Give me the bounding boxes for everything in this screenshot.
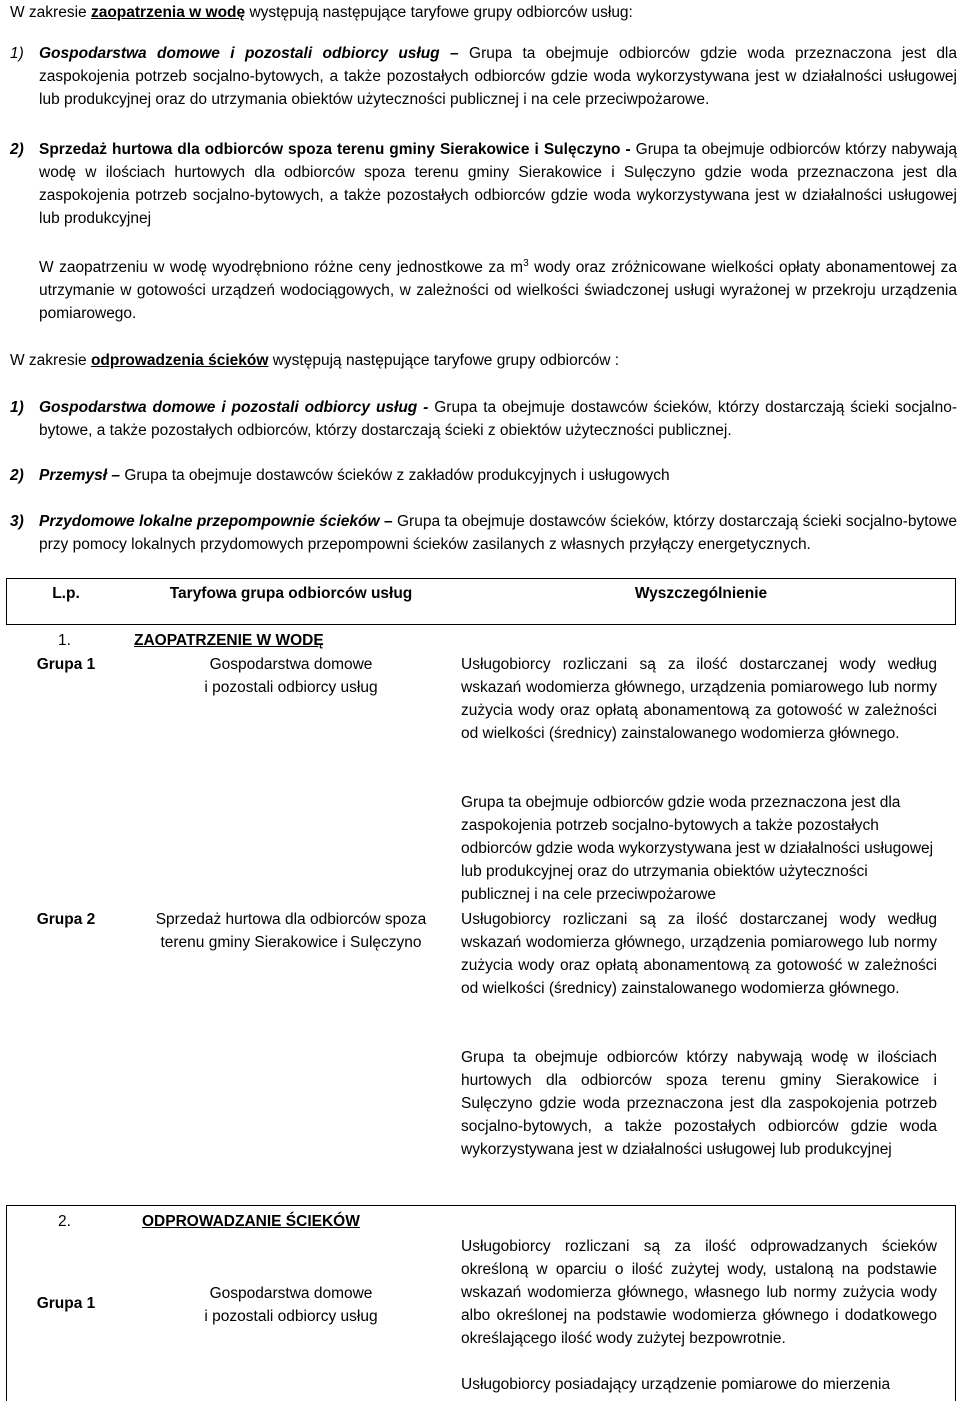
water-intro: [10, 1, 955, 24]
water-group-1-title: Gospodarstwa domowe i pozostali odbiorcy usług: [39, 45, 440, 62]
sewage-intro-highlight: odprowadzenia ścieków: [90, 352, 269, 369]
section1-group1-name-line2: i pozostali odbiorcy usług: [204, 679, 378, 696]
water-group-2-number: 2): [10, 141, 24, 158]
section1-title: ZAOPATRZENIE W WODĘ: [134, 632, 324, 649]
water-group-1-separator: –: [439, 45, 470, 62]
section1-group2-name-line2: terenu gminy Sierakowice i Sulęczyno: [160, 934, 422, 951]
section2-left-border: [6, 1205, 7, 1401]
section1-number: 1.: [58, 632, 71, 649]
sewage-intro-suffix: występują następujące taryfowe grupy odbiorców :: [268, 352, 620, 369]
table-top-border: [6, 578, 956, 579]
section1-group1-label: Grupa 1: [36, 656, 96, 673]
header-lp: L.p.: [52, 585, 80, 602]
sewage-group-1: [10, 396, 957, 442]
table-right-border: [955, 578, 956, 625]
section2-title: ODPROWADZANIE ŚCIEKÓW: [142, 1213, 360, 1230]
section2-number: 2.: [58, 1213, 71, 1230]
water-group-2-separator: -: [620, 141, 636, 158]
section1-group1-name-line1: Gospodarstwa domowe: [209, 656, 373, 673]
section1-group2-label: Grupa 2: [36, 911, 96, 928]
section2-group1-detail1: Usługobiorcy rozliczani są za ilość odprowadzanych ścieków określoną w oparciu o ilość zużytej wody, ustaloną na podstawie wskazań wodomierza głównego, własnego lub normy zużycia wody albo określonej na podstawie wodomierza głównego i dodatkowego określającego ilość wody zużytej bezpowrotnie.: [461, 1238, 937, 1347]
sewage-intro: [10, 349, 955, 372]
sewage-group-2-title: Przemysł: [39, 467, 108, 484]
sewage-group-3-title: Przydomowe lokalne przepompownie ścieków: [39, 513, 380, 530]
water-group-2-title: Sprzedaż hurtowa dla odbiorców spoza terenu gminy Sierakowice i Sulęczyno: [39, 141, 621, 158]
section1-group2-detail2: Grupa ta obejmuje odbiorców którzy nabywają wodę w ilościach hurtowych dla odbiorców spoza terenu gminy Sierakowice i Sulęczyno gdzie woda przeznaczona jest dla zaspokojenia potrzeb socjalno-bytowych, a także pozostałych odbiorców gdzie woda wykorzystywana jest w działalności usługowej lub produkcyjnej: [461, 1049, 937, 1158]
section2-group1-detail2: Usługobiorcy posiadający urządzenie pomiarowe do mierzenia: [461, 1376, 891, 1393]
section1-group2-name-line1: Sprzedaż hurtowa dla odbiorców spoza: [155, 911, 427, 928]
sewage-group-2-text: Grupa ta obejmuje dostawców ścieków z zakładów produkcyjnych i usługowych: [124, 467, 670, 484]
section2-group1-name-line2: i pozostali odbiorcy usług: [204, 1308, 378, 1325]
section2-border: [6, 1205, 956, 1206]
sewage-group-3-number: 3): [10, 513, 24, 530]
sewage-group-1-separator: -: [417, 399, 435, 416]
water-group-2: [10, 138, 957, 230]
section1-group1-name: [136, 653, 446, 699]
section1-group2-name: [136, 908, 446, 954]
section1-group1-detail1: Usługobiorcy rozliczani są za ilość dostarczanej wody według wskazań wodomierza głównego, urządzenia pomiarowego lub normy zużycia wody oraz opłatą abonamentową za gotowość w zależności od wielkości (średnicy) zainstalowanego wodomierza głównego.: [461, 656, 937, 742]
section2-group1-name-line1: Gospodarstwa domowe: [209, 1285, 373, 1302]
water-group-1: [10, 42, 957, 111]
sewage-group-1-text: Grupa ta obejmuje dostawców ścieków, którzy dostarczają ścieki socjalno-bytowe, a także pozostałych odbiorców, którzy dostarczają ścieki z obiektów użyteczności publicznej.: [39, 399, 957, 439]
cubic-superscript: 3: [523, 257, 529, 269]
sewage-intro-prefix: W zakresie: [10, 352, 91, 369]
water-pricing-paragraph: [39, 256, 957, 325]
sewage-group-2-number: 2): [10, 467, 24, 484]
water-intro-highlight: zaopatrzenia w wodę: [90, 4, 246, 21]
sewage-group-1-number: 1): [10, 399, 24, 416]
sewage-group-3-separator: –: [379, 513, 397, 530]
sewage-group-1-title: Gospodarstwa domowe i pozostali odbiorcy usług: [39, 399, 418, 416]
section1-group1-detail2: Grupa ta obejmuje odbiorców gdzie woda przeznaczona jest dla zaspokojenia potrzeb socjalno-bytowych a także pozostałych odbiorców gdzie woda wykorzystywana jest w działalności usługowej lub produkcyjnej oraz do utrzymania obiektów użyteczności publicznej i na cele przeciwpożarowe: [461, 794, 934, 903]
water-group-2-text: Grupa ta obejmuje odbiorców którzy nabywają wodę w ilościach hurtowych dla odbiorców spoza terenu gminy Sierakowice i Sulęczyno gdzie woda przeznaczona jest dla zaspokojenia potrzeb socjalno-bytowych, a także pozostałych odbiorców gdzie woda wykorzystywana jest w działalności usługowej lub produkcyjnej: [39, 141, 957, 227]
section2-right-border: [955, 1205, 956, 1401]
water-intro-suffix: występują następujące taryfowe grupy odbiorców usług:: [245, 4, 633, 21]
sewage-group-3: [10, 510, 957, 556]
sewage-group-3-text: Grupa ta obejmuje dostawców ścieków, którzy dostarczają ścieki socjalno-bytowe przy pomocy lokalnych przydomowych przepompowni ścieków zasilanych z własnych przyłączy energetycznych.: [39, 513, 957, 553]
tariff-table: [6, 578, 956, 1401]
sewage-group-2-separator: –: [107, 467, 125, 484]
section2-group1-name: [136, 1282, 446, 1328]
water-intro-prefix: W zakresie: [10, 4, 91, 21]
section2-group1-label: Grupa 1: [36, 1295, 96, 1312]
section1-group2-detail1: Usługobiorcy rozliczani są za ilość dostarczanej wody według wskazań wodomierza głównego, urządzenia pomiarowego lub normy zużycia wody oraz opłatą abonamentową za gotowość w zależności od wielkości (średnicy) zainstalowanego wodomierza głównego.: [461, 911, 937, 997]
sewage-group-2: [10, 464, 957, 487]
water-paragraph-after: wody oraz zróżnicowane wielkości opłaty abonamentowej za utrzymanie w gotowości urządzeń wodociągowych, w zależności od wielkości świadczonej usługi wyrażonej w przekroju urządzenia pomiarowego.: [39, 259, 957, 322]
table-header-border: [6, 624, 956, 625]
header-details: Wyszczególnienie: [634, 585, 768, 602]
header-tariff-group: Taryfowa grupa odbiorców usług: [169, 585, 413, 602]
water-group-1-number: 1): [10, 45, 24, 62]
water-group-1-text: Grupa ta obejmuje odbiorców gdzie woda przeznaczona jest dla zaspokojenia potrzeb socjalno-bytowych, a także pozostałych odbiorców gdzie woda wykorzystywana jest w działalności usługowej lub produkcyjnej oraz do utrzymania obiektów użyteczności publicznej i na cele przeciwpożarowe.: [39, 45, 957, 108]
water-paragraph-before: W zaopatrzeniu w wodę wyodrębniono różne ceny jednostkowe za m: [39, 259, 524, 276]
